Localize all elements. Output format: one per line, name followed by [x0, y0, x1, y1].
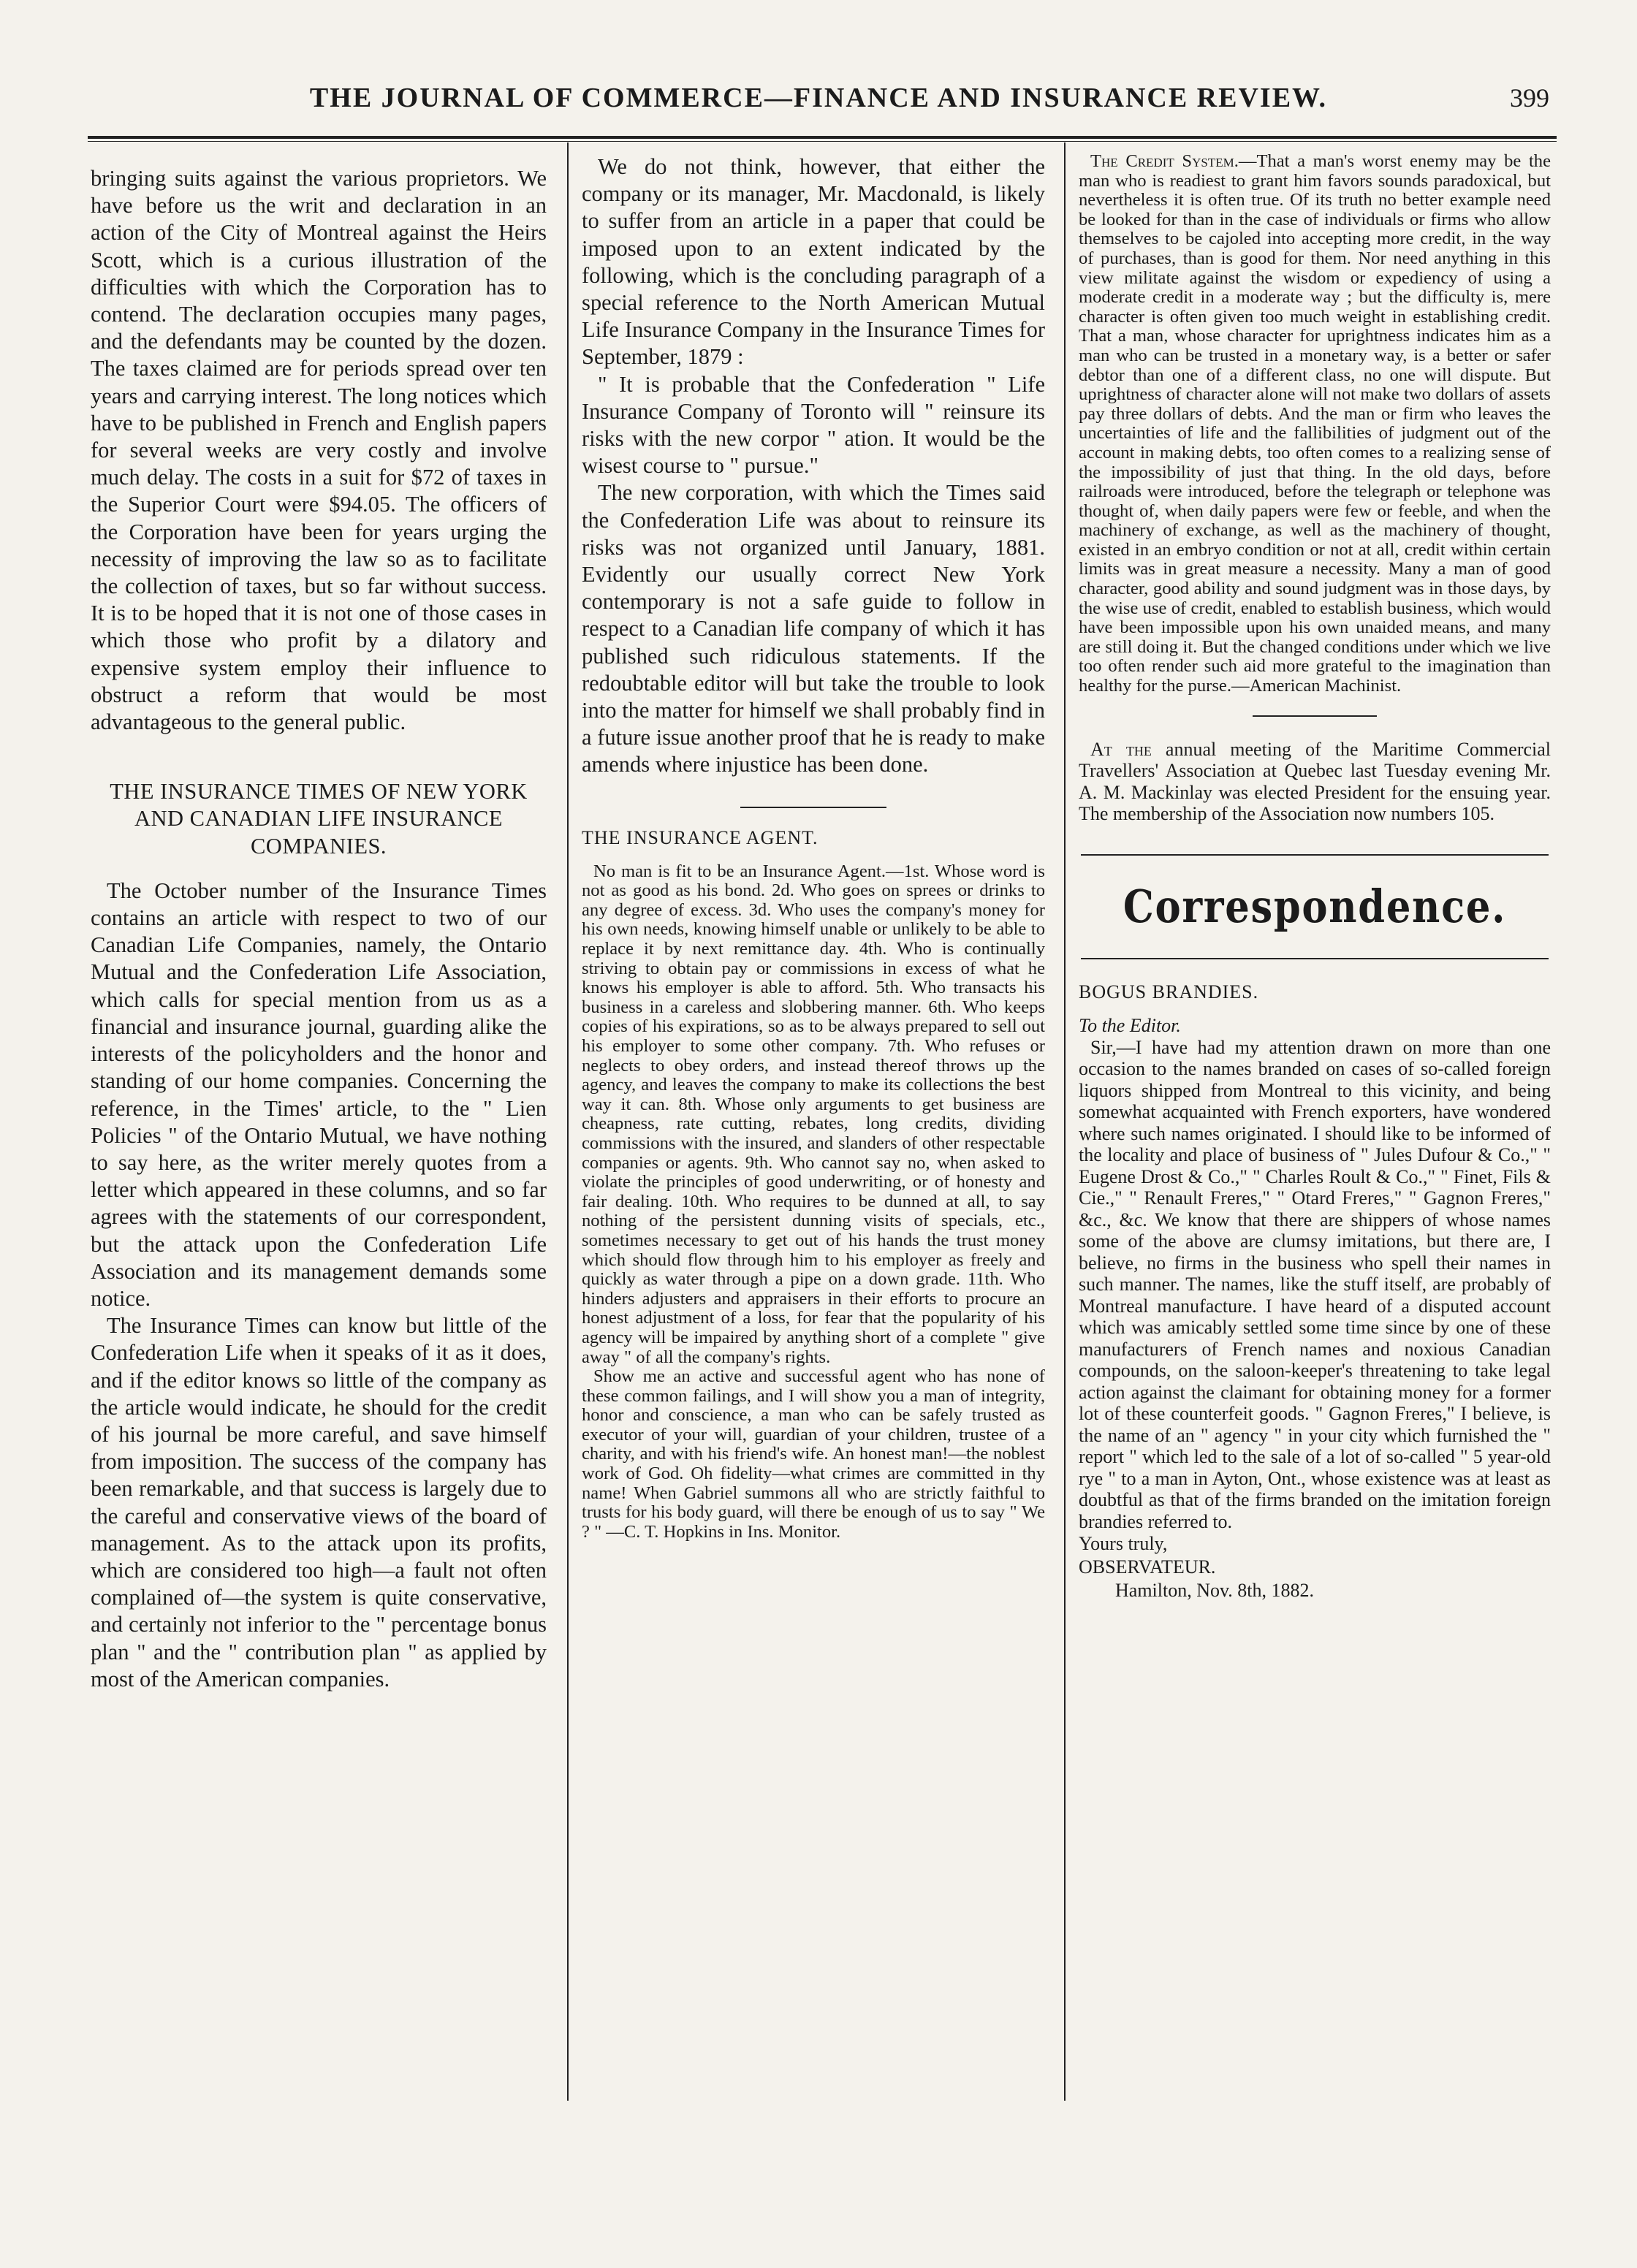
page-header — [88, 82, 1549, 114]
middle-column — [582, 153, 1045, 2097]
bogus-brandies-heading: BOGUS BRANDIES. — [1079, 981, 1259, 1002]
letter-closing: Yours truly, — [1079, 1533, 1168, 1555]
section-rule — [1081, 854, 1549, 856]
paragraph-taxation: bringing suits against the various proprietors. We have before us the writ and declaration in an action of the City of Montreal against the Heirs Scott, which is a curious illustration of the difficulties with which the Corporation has to contend. The declaration occupies many pages, and the defendants may be counted by the dozen. The taxes claimed are for periods spread over ten years and carrying interest. The long notices which have to be published in French and English papers for several weeks are very costly and involve much delay. The costs in a suit for $72 of taxes in the Superior Court were $94.05. The officers of the Corporation have been for years urging the necessity of improving the law so as to facilitate the collection of taxes, but so far without success. It is to be hoped that it is not one of those cases in which those who profit by a dilatory and expensive system employ their influence to obstruct a reform that would be most advantageous to the general public. — [91, 166, 547, 735]
meeting-lead: At the — [1090, 738, 1152, 760]
section-rule — [740, 807, 886, 808]
paragraph-october-number: The October number of the Insurance Times contains an article with respect to two of our Canadian Life Companies, namely, the Ontario Mutual and the Confederation Life Association, which calls for special mention from us as a financial and insurance journal, guarding alike the interests of the policyholders and the honor and standing of our home companies. Concerning the reference, in the Times' article, to the " Lien Policies " of the Ontario Mutual, we have nothing to say here, as the writer merely quotes from a letter which appeared in these columns, and so far agrees with the statements of our correspondent, but the attack upon the Confederation Life Association and its management demands some notice. — [91, 878, 547, 1311]
letter-salutation: To the Editor. — [1079, 1014, 1181, 1036]
quote-insurance-times: " It is probable that the Confederation " Life Insurance Company of Toronto will " reinsure its risks with the new corpor " ation. It would be the wisest course to " pursue." — [582, 371, 1045, 479]
paragraph-credit-system — [1079, 152, 1551, 696]
letter-dateline: Hamilton, Nov. 8th, 1882. — [1115, 1580, 1315, 1602]
column-divider-1 — [567, 142, 569, 2101]
paragraph-new-corporation: The new corporation, with which the Times said the Confederation Life was about to reinsure its risks was not organized until January, 1881. Evidently our usually correct New York contemporary is not a safe guide to follow in respect to a Canadian life company of which it has published such ridiculous statements. If the redoubtable editor will but take the trouble to look into the matter for himself we shall probably find in a future issue another proof that he is ready to make amends where injustice has been done. — [582, 480, 1045, 777]
letter-signature: OBSERVATEUR. — [1079, 1556, 1216, 1578]
paragraph-agent-virtues: Show me an active and successful agent who has none of these common failings, and I will show you a man of integrity, honor and conscience, a man who can be safely trusted as executor of your will, guardian of your children, trustee of a charity, and with his friend's wife. An honest man!—the noblest work of God. Oh fidelity—what crimes are committed in thy name! When Gabriel summons all who are strictly faithful to trusts for his body guard, will there be enough of us to say " We ? " —C. T. Hopkins in Ins. Monitor. — [582, 1366, 1045, 1542]
letter-body: Sir,—I have had my attention drawn on more than one occasion to the names branded on cases of so-called foreign liquors shipped from Montreal to this vicinity, and being somewhat acquainted with French exporters, have wondered where such names originated. I should like to be informed of the locality and place of business of " Jules Dufour & Co.," " Eugene Drost & Co.," " Charles Roult & Co.," " Finet, Fils & Cie.," " Renault Freres," " Otard Freres," " Gagnon Freres," &c., &c. We know that there are shippers of whose names some of the above are clumsy imitations, but there are, I believe, no firms in the business who spell their names in such manner. The names, like the stuff itself, are probably of Montreal manufacture. I have heard of a disputed account which was amicably settled some time since by one of these manufacturers of French names and noxious Canadian compounds, on the saloon-keeper's threatening to take legal action against the claimant for obtaining money for a former lot of these counterfeit goods. " Gagnon Freres," I believe, is the name of an " agency " in your city which furnished the " report " which led to the sale of a lot of so-called " 5 year-old rye " to a man in Ayton, Ont., whose existence was at least as doubtful as that of the firms branded on the imitation foreign brandies referred to. — [1079, 1036, 1551, 1532]
correspondence-title: Correspondence. — [1123, 879, 1507, 933]
header-rule-thin — [88, 141, 1557, 142]
journal-title: THE JOURNAL OF COMMERCE—FINANCE AND INSURANCE REVIEW. — [309, 83, 1328, 113]
header-rule — [88, 136, 1557, 139]
paragraph-insurance-times: The Insurance Times can know but little of the Confederation Life when it speaks of it as it does, and if the editor knows so little of the company as the article would indicate, he should for the credit of his journal be more careful, and save himself from imposition. The success of the company has been remarkable, and that success is largely due to the careful and conservative views of the board of management. As to the attack upon its profits, which are considered too high—a fault not often complained of—the system is quite conservative, and certainly not inferior to the " percentage bonus plan " and the " contribution plan " as applied by most of the American companies. — [91, 1313, 547, 1692]
credit-system-lead: The Credit System. — [1090, 152, 1239, 171]
page-number: 399 — [1510, 83, 1549, 113]
column-divider-2 — [1064, 142, 1066, 2101]
article-heading-insurance-times: THE INSURANCE TIMES OF NEW YORK AND CANADIAN LIFE INSURANCE COMPANIES. — [110, 779, 528, 859]
paragraph-meeting — [1079, 739, 1551, 825]
paragraph-confederation: We do not think, however, that either the company or its manager, Mr. Macdonald, is likely to suffer from an article in a paper that could be imposed upon to an extent indicated by the following, which is the concluding paragraph of a special reference to the North American Mutual Life Insurance Company in the Insurance Times for September, 1879 : — [582, 154, 1045, 370]
paragraph-agent-faults: No man is fit to be an Insurance Agent.—1st. Whose word is not as good as his bond. 2d. Who goes on sprees or drinks to any degree of excess. 3d. Who uses the company's money for his own needs, knowing himself unable or unlikely to be able to replace it by next remittance day. 4th. Who is continually striving to obtain pay or commissions in excess of what he knows his employer is able to afford. 5th. Who transacts his business in a careless and slobbering manner. 6th. Who keeps copies of his expirations, so as to be always prepared to sell out his employer to some other company. 7th. Who refuses or neglects to obey orders, and instead thereof throws up the agency, and leaves the company to make its collections the best way it can. 8th. Whose only arguments to get business are cheapness, rate cutting, rebates, long credits, dividing commissions with the insured, and slanders of other respectable companies or agents. 9th. Who cannot say no, when asked to violate the principles of good underwriting, or of honesty and fair dealing. 10th. Who requires to be dunned at all, to say nothing of the persistent dunning visits of specials, etc., sometimes necessary to get out of his hands the trust money which should flow through him to his employer as freely and quickly as water through a pipe on a down grade. 11th. Who hinders adjusters and appraisers in their efforts to procure an honest adjustment of a loss, for fear that the popularity of his agency will be impaired by anything short of a complete " give away " of all the company's rights. — [582, 861, 1045, 1367]
meeting-text: annual meeting of the Maritime Commercial Travellers' Association at Quebec last Tuesday evening Mr. A. M. Mackinlay was elected President for the ensuing year. The membership of the Association now numbers 105. — [1079, 738, 1551, 825]
credit-system-text: —That a man's worst enemy may be the man who is readiest to grant him favors sounds paradoxical, but nevertheless it is often true. Of its truth no better example need be looked for than in the case of individuals or firms who allow themselves to be cajoled into accepting more credit, in the way of purchases, than is good for them. Nor need anything in this view militate against the wisdom or expediency of using a moderate credit in a moderate way ; but the difficulty is, mere character is often given too much weight in establishing credit. That a man, whose character for uprightness indicates him as a man who can be trusted in a monetary way, is a better or safer debtor than one of a different class, no one will dispute. But uprightness of character alone will not make two dollars of assets pay three dollars of debts. And the man or firm who leaves the uncertainties of life and the fallibilities of judgment out of the account in making debts, too often comes to a realizing sense of the impossibility of just that thing. In the old days, before railroads were introduced, before the telegraph or telephone was thought of, when daily papers were few or feeble, and when the machinery of exchange, as well as the machinery of thought, existed in an embryo condition or not at all, credit within certain limits was in great measure a necessity. Many a man of good character, good ability and sound judgment was in those days, by the wise use of credit, enabled to establish business, which would have been impossible upon his own unaided means, and many are still doing it. But the changed conditions under which we live too often render such aid more grateful to the imagination than healthy for the purse.—American Machinist. — [1079, 152, 1551, 696]
section-rule — [1081, 958, 1549, 959]
insurance-agent-heading: THE INSURANCE AGENT. — [582, 826, 818, 848]
right-column — [1079, 152, 1551, 2103]
left-column — [91, 165, 547, 2094]
section-rule — [1253, 715, 1377, 717]
